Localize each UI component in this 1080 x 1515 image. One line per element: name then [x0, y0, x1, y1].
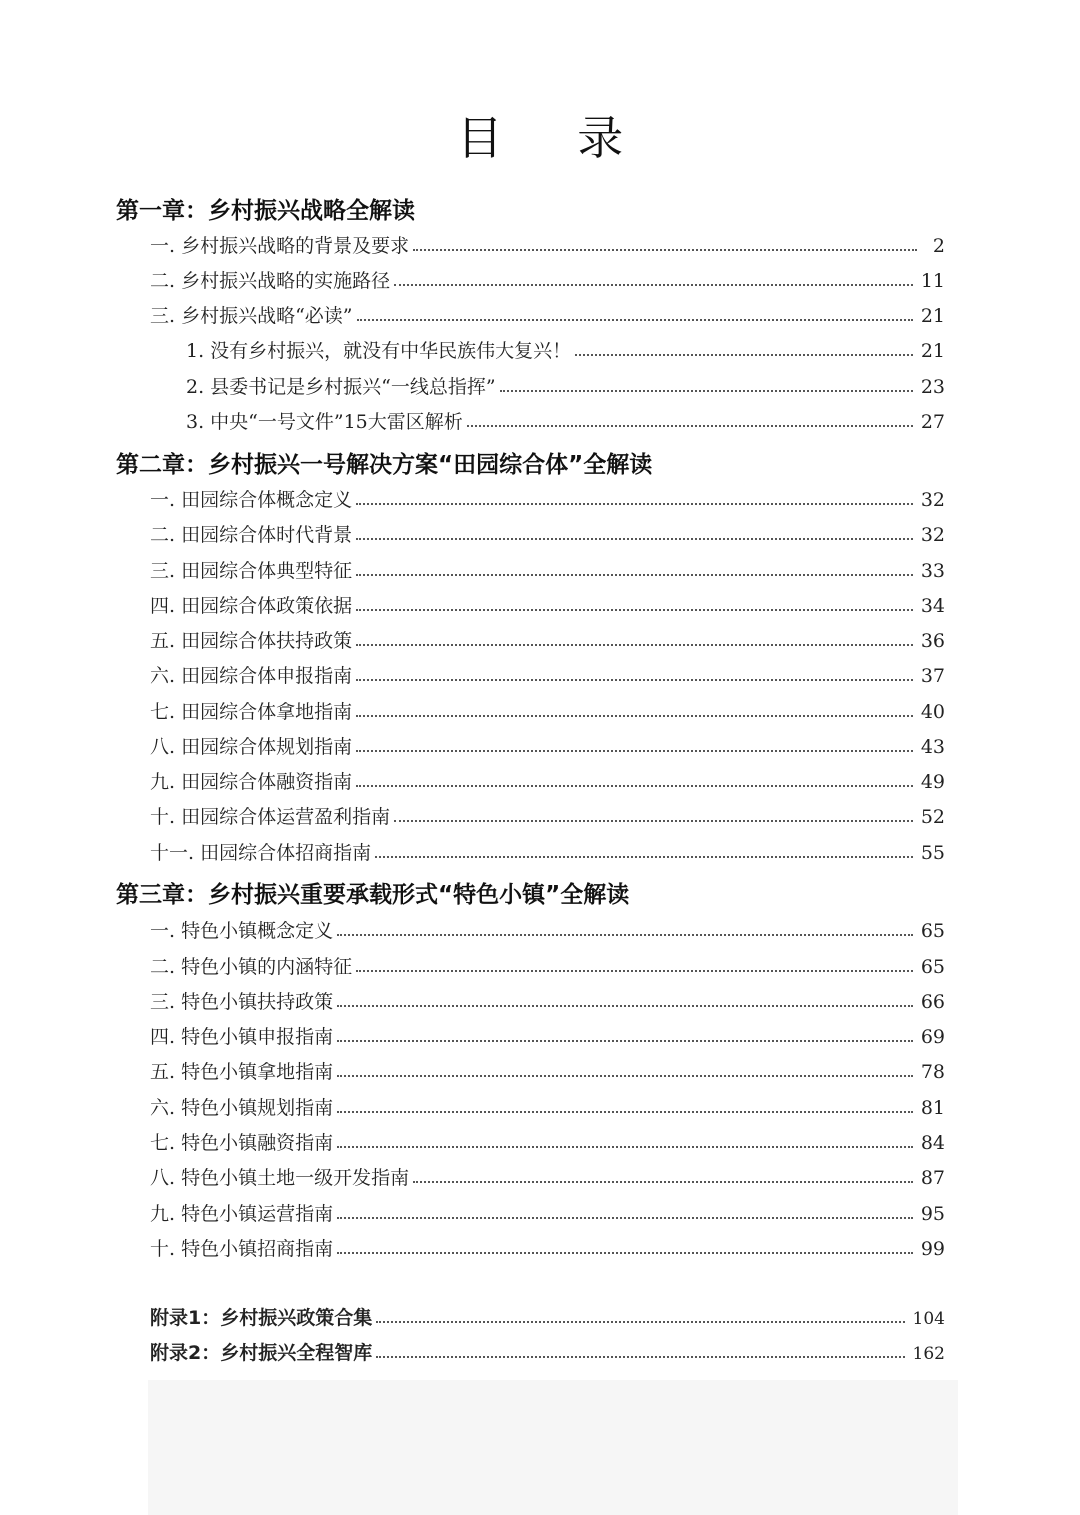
toc-entry[interactable] — [150, 520, 945, 550]
toc-entry-label: 七. 特色小镇融资指南 — [150, 1132, 334, 1154]
toc-entry-page: 49 — [920, 771, 945, 793]
toc-entry-page: 32 — [920, 524, 945, 546]
appendix-page: 162 — [912, 1344, 945, 1364]
toc-entry-page: 43 — [920, 736, 945, 758]
appendix-entry[interactable] — [150, 1303, 945, 1333]
chapter-heading: 第一章：乡村振兴战略全解读 — [116, 198, 415, 224]
toc-entry-page: 87 — [920, 1167, 945, 1189]
toc-entry[interactable] — [150, 1163, 945, 1193]
toc-entry[interactable] — [150, 767, 945, 797]
toc-entry-page: 36 — [920, 630, 945, 652]
toc-entry[interactable] — [150, 1128, 945, 1158]
dot-leader — [467, 425, 913, 427]
chapter-heading: 第二章：乡村振兴一号解决方案“田园综合体”全解读 — [116, 452, 653, 478]
toc-entry[interactable] — [150, 1234, 945, 1264]
toc-entry-label: 九. 特色小镇运营指南 — [150, 1203, 334, 1225]
toc-entry-label: 3. 中央“一号文件”15大雷区解析 — [186, 411, 463, 433]
page-title: 目 录 — [456, 111, 654, 165]
toc-entry[interactable] — [150, 661, 945, 691]
toc-entry-label: 二. 乡村振兴战略的实施路径 — [150, 270, 391, 292]
dot-leader — [376, 1321, 904, 1323]
toc-entry-page: 34 — [920, 595, 945, 617]
toc-entry-page: 65 — [920, 920, 945, 942]
toc-entry-page: 27 — [920, 411, 945, 433]
toc-entry-label: 2. 县委书记是乡村振兴“一线总指挥” — [186, 376, 496, 398]
dot-leader — [337, 1252, 913, 1254]
dot-leader — [337, 1005, 913, 1007]
dot-leader — [356, 644, 913, 646]
toc-entry[interactable] — [150, 556, 945, 586]
toc-entry-label: 二. 特色小镇的内涵特征 — [150, 956, 353, 978]
toc-entry[interactable] — [150, 1022, 945, 1052]
appendix-entry[interactable] — [150, 1338, 945, 1368]
toc-entry[interactable] — [150, 266, 945, 296]
toc-entry-page: 37 — [920, 665, 945, 687]
toc-entry-label: 五. 田园综合体扶持政策 — [150, 630, 353, 652]
toc-entry[interactable] — [150, 485, 945, 515]
toc-entry-label: 一. 田园综合体概念定义 — [150, 489, 353, 511]
toc-entry-page: 21 — [920, 340, 945, 362]
dot-leader — [357, 319, 913, 321]
toc-entry-page: 99 — [920, 1238, 945, 1260]
toc-entry-label: 十. 特色小镇招商指南 — [150, 1238, 334, 1260]
toc-entry-page: 66 — [920, 991, 945, 1013]
toc-entry-label: 一. 乡村振兴战略的背景及要求 — [150, 235, 410, 257]
dot-leader — [337, 1075, 913, 1077]
toc-entry-label: 二. 田园综合体时代背景 — [150, 524, 353, 546]
toc-entry-label: 十. 田园综合体运营盈利指南 — [150, 806, 391, 828]
toc-entry[interactable] — [150, 987, 945, 1017]
toc-entry-page: 84 — [920, 1132, 945, 1154]
toc-entry-page: 2 — [932, 235, 945, 257]
toc-entry-label: 五. 特色小镇拿地指南 — [150, 1061, 334, 1083]
toc-entry-page: 69 — [920, 1026, 945, 1048]
dot-leader — [575, 354, 913, 356]
dot-leader — [376, 1356, 904, 1358]
dot-leader — [337, 1146, 913, 1148]
toc-entry-page: 21 — [920, 305, 945, 327]
toc-entry-page: 52 — [920, 806, 945, 828]
toc-subentry[interactable] — [186, 336, 945, 366]
appendix-page: 104 — [912, 1309, 945, 1329]
dot-leader — [356, 503, 913, 505]
toc-entry-page: 81 — [920, 1097, 945, 1119]
toc-entry-label: 八. 特色小镇土地一级开发指南 — [150, 1167, 410, 1189]
toc-entry[interactable] — [150, 1057, 945, 1087]
dot-leader — [394, 820, 913, 822]
toc-entry-label: 一. 特色小镇概念定义 — [150, 920, 334, 942]
toc-entry-page: 32 — [920, 489, 945, 511]
toc-entry-label: 1. 没有乡村振兴，就没有中华民族伟大复兴！ — [186, 340, 572, 362]
toc-entry-label: 六. 特色小镇规划指南 — [150, 1097, 334, 1119]
dot-leader — [356, 785, 913, 787]
dot-leader — [356, 970, 913, 972]
toc-entry[interactable] — [150, 626, 945, 656]
dot-leader — [356, 574, 913, 576]
dot-leader — [375, 856, 913, 858]
toc-entry[interactable] — [150, 301, 945, 331]
toc-entry-page: 65 — [920, 956, 945, 978]
dot-leader — [356, 609, 913, 611]
dot-leader — [337, 1040, 913, 1042]
dot-leader — [356, 750, 913, 752]
chapter-heading: 第三章：乡村振兴重要承载形式“特色小镇”全解读 — [116, 882, 630, 908]
toc-entry[interactable] — [150, 838, 945, 868]
dot-leader — [413, 249, 917, 251]
appendix-label: 附录2：乡村振兴全程智库 — [150, 1342, 373, 1364]
toc-entry[interactable] — [150, 231, 945, 261]
dot-leader — [337, 934, 913, 936]
toc-entry-page: 78 — [920, 1061, 945, 1083]
toc-entry[interactable] — [150, 697, 945, 727]
toc-entry-label: 四. 特色小镇申报指南 — [150, 1026, 334, 1048]
toc-entry-label: 七. 田园综合体拿地指南 — [150, 701, 353, 723]
dot-leader — [337, 1111, 913, 1113]
toc-entry-page: 40 — [920, 701, 945, 723]
toc-entry-label: 十一. 田园综合体招商指南 — [150, 842, 372, 864]
toc-subentry[interactable] — [186, 372, 945, 402]
toc-entry-label: 六. 田园综合体申报指南 — [150, 665, 353, 687]
toc-entry[interactable] — [150, 916, 945, 946]
toc-entry[interactable] — [150, 952, 945, 982]
toc-entry[interactable] — [150, 1199, 945, 1229]
toc-entry-label: 三. 特色小镇扶持政策 — [150, 991, 334, 1013]
toc-entry-label: 九. 田园综合体融资指南 — [150, 771, 353, 793]
toc-entry-page: 11 — [920, 270, 945, 292]
toc-entry[interactable] — [150, 732, 945, 762]
toc-entry-page: 55 — [920, 842, 945, 864]
toc-entry-page: 95 — [920, 1203, 945, 1225]
dot-leader — [337, 1217, 913, 1219]
toc-subentry[interactable] — [186, 407, 945, 437]
dot-leader — [394, 284, 913, 286]
toc-entry-label: 四. 田园综合体政策依据 — [150, 595, 353, 617]
appendix-label: 附录1：乡村振兴政策合集 — [150, 1307, 373, 1329]
toc-entry[interactable] — [150, 591, 945, 621]
dot-leader — [356, 679, 913, 681]
dot-leader — [356, 538, 913, 540]
dot-leader — [413, 1181, 913, 1183]
toc-entry-page: 23 — [920, 376, 945, 398]
toc-entry-label: 三. 田园综合体典型特征 — [150, 560, 353, 582]
toc-entry[interactable] — [150, 1093, 945, 1123]
toc-entry-label: 三. 乡村振兴战略“必读” — [150, 305, 353, 327]
toc-entry[interactable] — [150, 802, 945, 832]
toc-entry-page: 33 — [920, 560, 945, 582]
toc-entry-label: 八. 田园综合体规划指南 — [150, 736, 353, 758]
dot-leader — [500, 390, 913, 392]
dot-leader — [356, 715, 913, 717]
